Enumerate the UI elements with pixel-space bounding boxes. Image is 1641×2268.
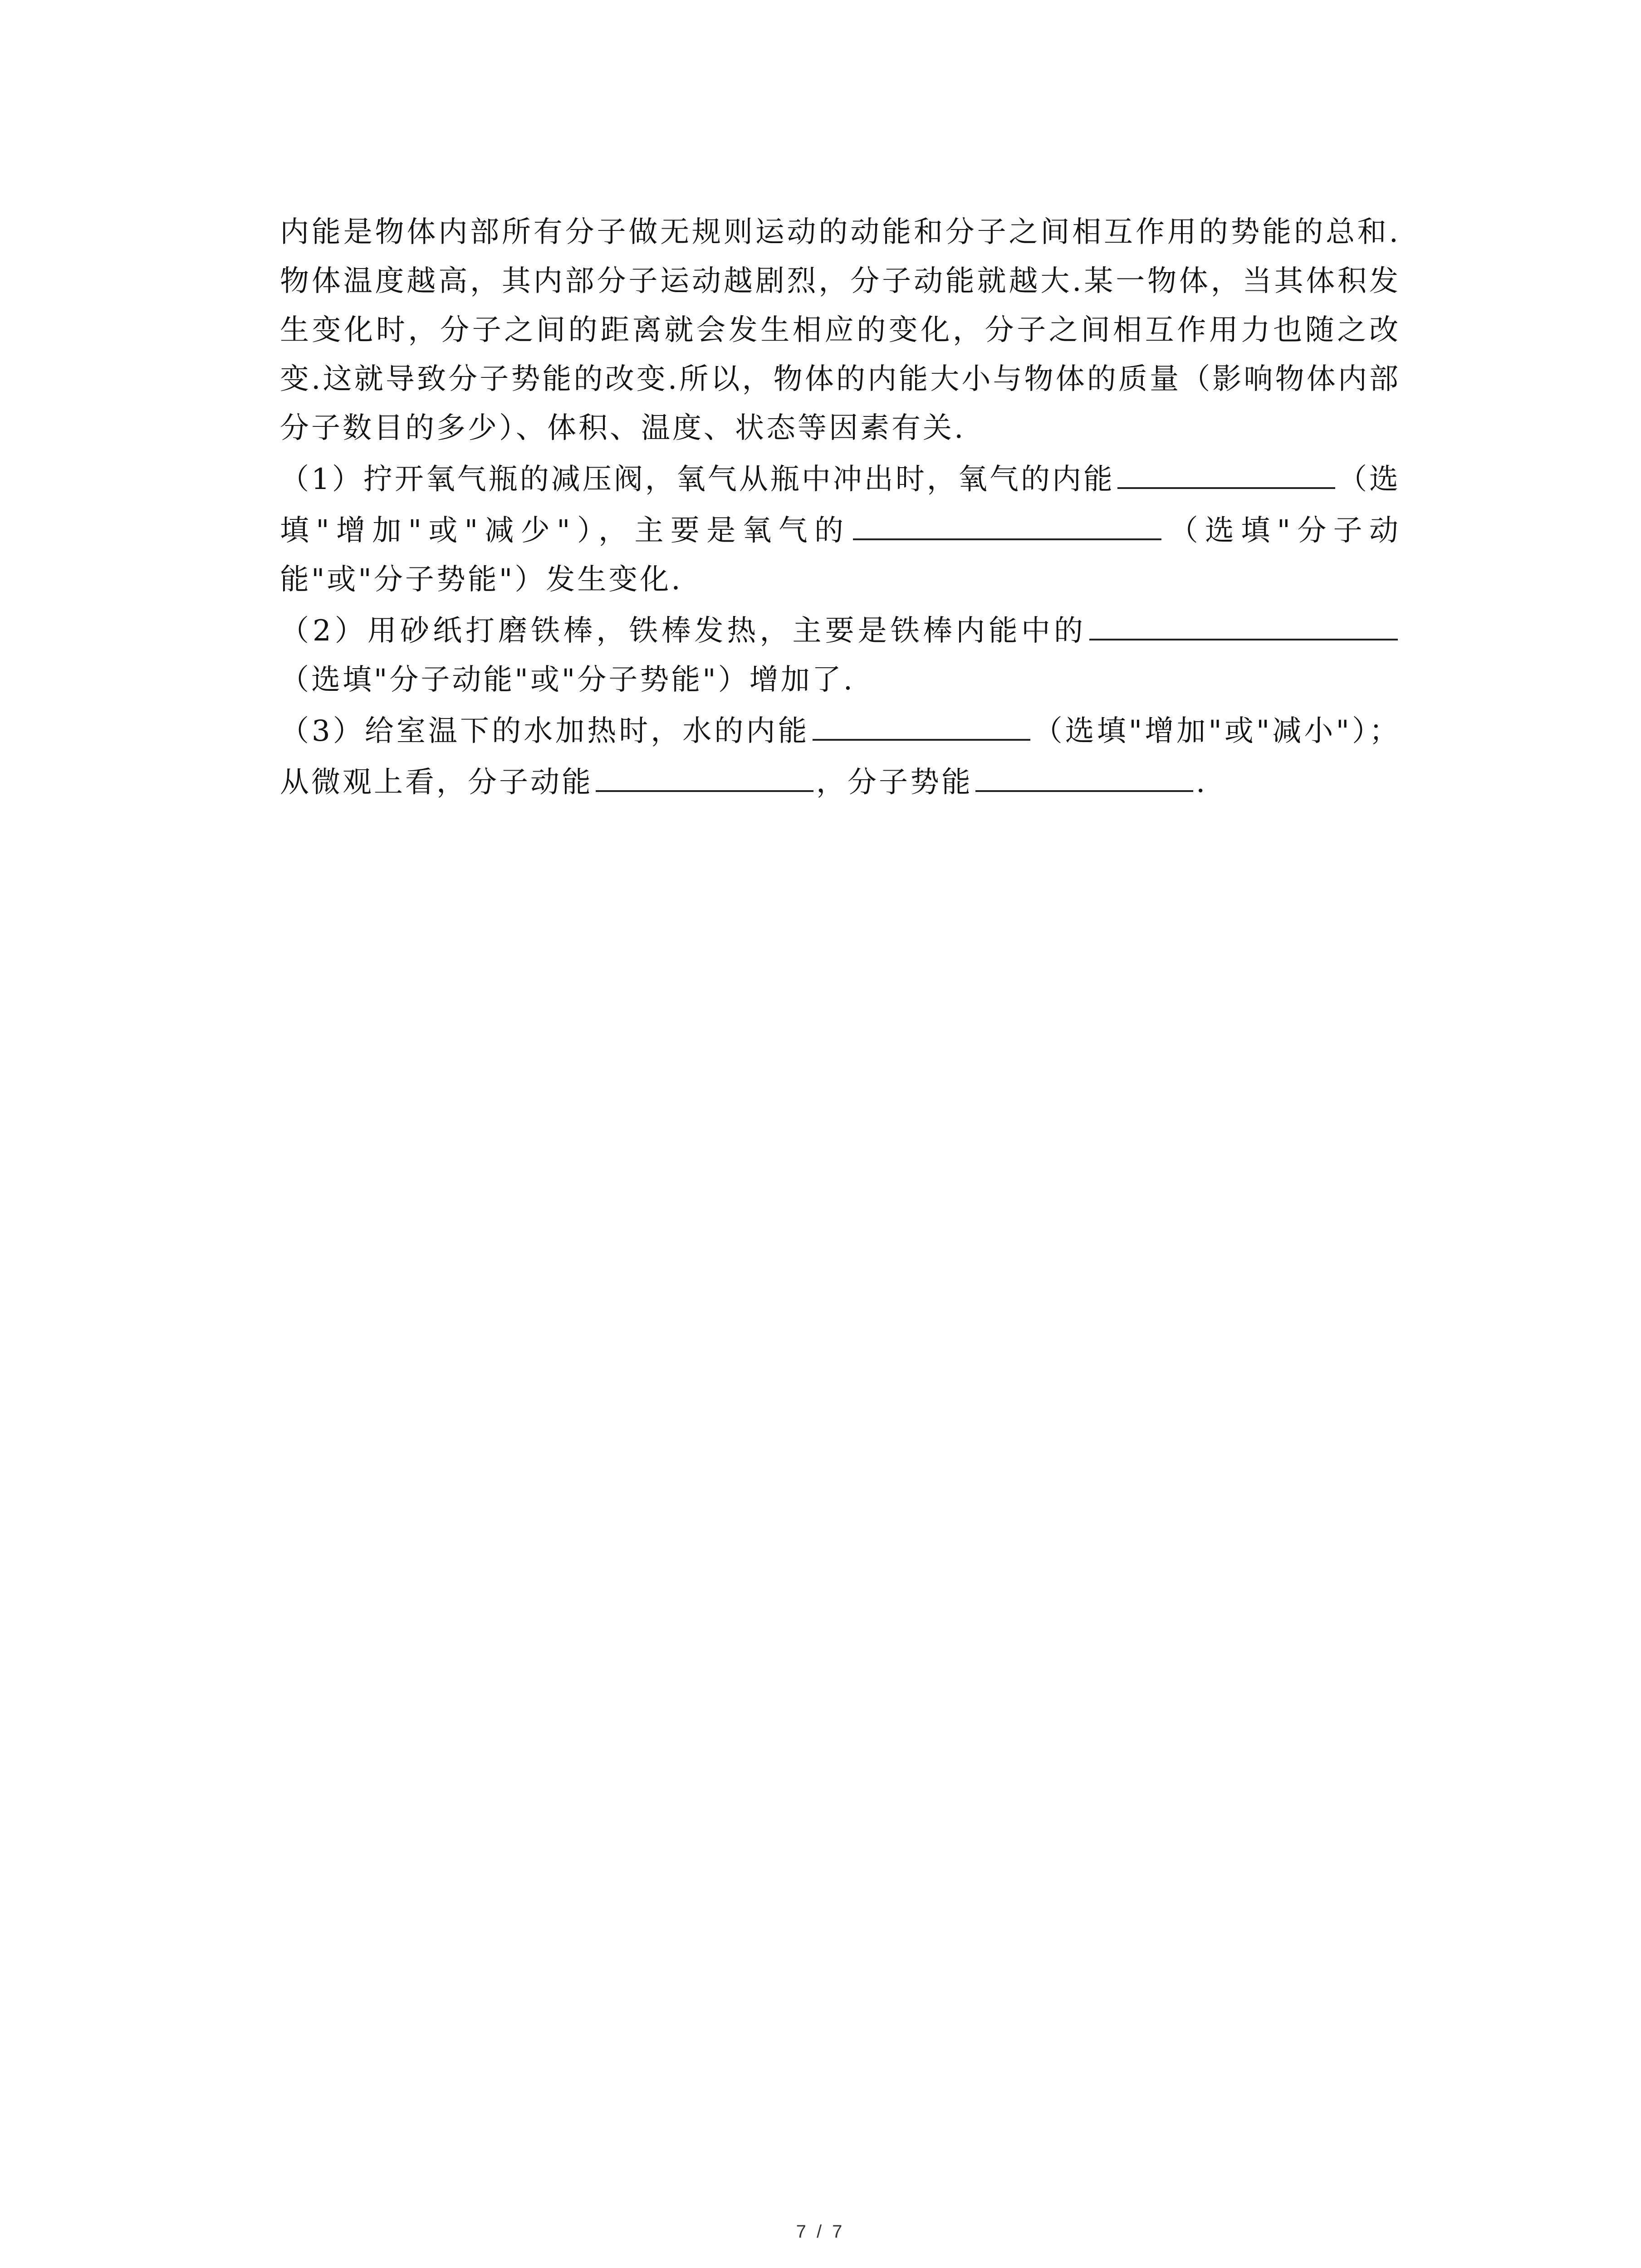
question-2 [280,604,1401,704]
page-number: 7 / 7 [796,2222,845,2242]
q1-text-2: （选填"增加"或"减少"），主要是氧气的 [280,463,1401,547]
question-3 [280,704,1401,807]
q1-answer-blank-2[interactable] [853,504,1161,540]
q3-text-2: （选填"增加"或"减小"）；从微观上看，分子动能 [280,714,1401,799]
q1-text-1: （1）拧开氧气瓶的减压阀，氧气从瓶中冲出时，氧气的内能 [280,463,1115,496]
question-1 [280,453,1401,604]
q3-answer-blank-1[interactable] [813,704,1030,741]
q1-answer-blank-1[interactable] [1117,453,1335,489]
q3-answer-blank-3[interactable] [975,756,1193,792]
q2-answer-blank-1[interactable] [1089,604,1398,640]
q3-text-1: （3）给室温下的水加热时，水的内能 [280,714,810,748]
q3-answer-blank-2[interactable] [596,756,813,792]
q2-text-2: （选填"分子动能"或"分子势能"）增加了. [280,663,855,697]
q1-text-3: （选填"分子动能"或"分子势能"）发生变化. [280,514,1401,596]
q3-text-3: ，分子势能 [816,766,973,799]
q2-text-1: （2）用砂纸打磨铁棒，铁棒发热，主要是铁棒内能中的 [280,614,1087,648]
intro-text: 内能是物体内部所有分子做无规则运动的动能和分子之间相互作用的势能的总和.物体温度越高，其内部分子运动越剧烈，分子动能就越大.某一物体，当其体积发生变化时，分子之间的距离就会发生相应的变化，分子之间相互作用力也随之改变.这就导致分子势能的改变.所以，物体的内能大小与物体的质量（影响物体内部分子数目的多少）、体积、温度、状态等因素有关. [280,215,1401,445]
intro-paragraph [280,208,1401,453]
question-body [280,208,1401,807]
q3-text-4: . [1196,766,1208,799]
